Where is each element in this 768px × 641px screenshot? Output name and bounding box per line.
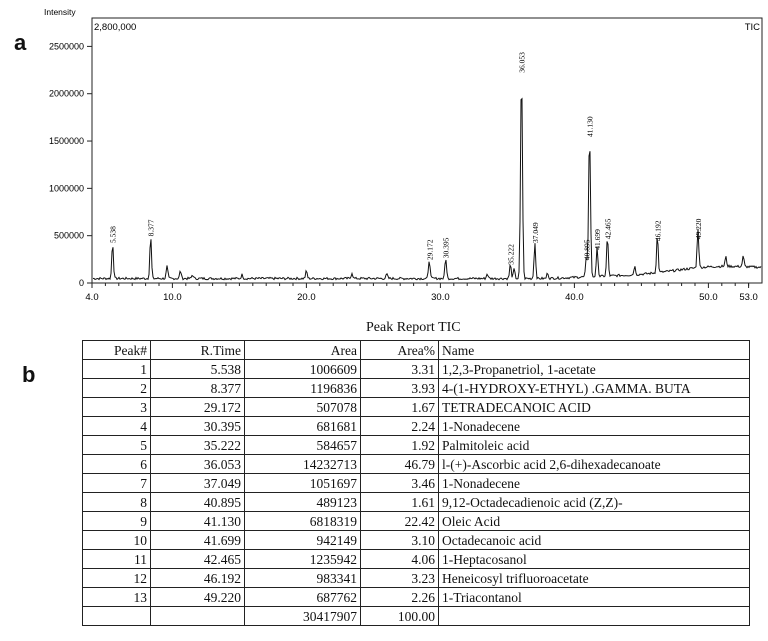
cell-name: Palmitoleic acid [439,436,750,455]
x-tick-label: 53.0 [739,292,758,303]
cell-area-pct: 46.79 [361,455,439,474]
header-peak: Peak# [83,341,151,360]
table-header-row [83,341,750,360]
cell-peak: 10 [83,531,151,550]
peak-label: 37.049 [530,222,540,243]
cell-area-pct: 3.93 [361,379,439,398]
cell-name: 1,2,3-Propanetriol, 1-acetate [439,360,750,379]
peak-report-table [82,340,750,626]
cell-rtime: 40.895 [151,493,245,512]
cell-area: 489123 [245,493,361,512]
cell-area: 584657 [245,436,361,455]
cell-area: 507078 [245,398,361,417]
peak-label: 36.053 [517,52,527,73]
y-axis-label: Intensity [44,7,76,17]
cell-name: 4-(1-HYDROXY-ETHYL) .GAMMA. BUTA [439,379,750,398]
cell-area: 1051697 [245,474,361,493]
cell-area: 1196836 [245,379,361,398]
cell-peak: 8 [83,493,151,512]
peak-label: 41.130 [585,116,595,137]
table-row [83,398,750,417]
cell-peak: 5 [83,436,151,455]
table-total-row [83,607,750,626]
cell-peak: 7 [83,474,151,493]
cell-name: 9,12-Octadecadienoic acid (Z,Z)- [439,493,750,512]
table-row [83,493,750,512]
x-tick-label: 30.0 [431,292,450,303]
table-row [83,512,750,531]
y-tick-label: 2000000 [48,88,84,99]
cell-area-pct: 1.61 [361,493,439,512]
cell-rtime: 8.377 [151,379,245,398]
y-max-label: 2,800,000 [94,22,137,33]
peak-label: 35.222 [506,244,516,265]
cell-area: 1235942 [245,550,361,569]
cell-rtime: 35.222 [151,436,245,455]
cell-area-pct: 1.67 [361,398,439,417]
y-tick-label: 2500000 [48,41,84,52]
cell-area-pct: 2.26 [361,588,439,607]
cell-area: 1006609 [245,360,361,379]
cell-rtime: 41.130 [151,512,245,531]
cell-area: 687762 [245,588,361,607]
cell-rtime: 5.538 [151,360,245,379]
table-row [83,436,750,455]
cell-name: 1-Nonadecene [439,417,750,436]
cell-area: 14232713 [245,455,361,474]
x-tick-label: 4.0 [85,292,99,303]
cell-peak: 11 [83,550,151,569]
cell-empty [83,607,151,626]
table-row [83,569,750,588]
cell-area-pct: 3.46 [361,474,439,493]
cell-rtime: 37.049 [151,474,245,493]
panel-label-b: b [22,362,36,387]
cell-peak: 9 [83,512,151,531]
table-row [83,474,750,493]
cell-peak: 6 [83,455,151,474]
cell-name: 1-Nonadecene [439,474,750,493]
cell-name: 1-Triacontanol [439,588,750,607]
cell-area-pct: 4.06 [361,550,439,569]
peak-label: 49.220 [693,218,703,240]
y-tick-label: 1000000 [48,183,84,194]
cell-peak: 12 [83,569,151,588]
x-tick-label: 40.0 [565,292,584,303]
peak-label: 46.192 [653,220,663,242]
peak-label: 42.465 [603,218,613,240]
cell-area: 6818319 [245,512,361,531]
cell-area: 983341 [245,569,361,588]
chart-labels [109,52,703,265]
report-title: Peak Report TIC [366,320,461,335]
x-tick-label: 10.0 [163,292,182,303]
peak-label: 5.538 [108,226,118,243]
cell-rtime: 49.220 [151,588,245,607]
table-row [83,379,750,398]
peak-label: 29.172 [425,239,435,261]
peak-label: 41.699 [593,229,603,250]
cell-name: Oleic Acid [439,512,750,531]
cell-peak: 4 [83,417,151,436]
peak-label: 40.895 [582,239,592,261]
cell-rtime: 41.699 [151,531,245,550]
panel-label-a: a [14,30,27,55]
y-tick-label: 500000 [53,230,84,241]
cell-area-pct: 3.10 [361,531,439,550]
peak-label: 8.377 [146,219,156,237]
cell-peak: 13 [83,588,151,607]
chromatogram-chart [0,0,768,320]
cell-area: 681681 [245,417,361,436]
cell-empty [151,607,245,626]
cell-name: TETRADECANOIC ACID [439,398,750,417]
cell-area-pct: 3.23 [361,569,439,588]
table-row [83,550,750,569]
cell-rtime: 36.053 [151,455,245,474]
cell-rtime: 30.395 [151,417,245,436]
cell-rtime: 46.192 [151,569,245,588]
table-row [83,360,750,379]
cell-empty [439,607,750,626]
cell-rtime: 29.172 [151,398,245,417]
cell-area-pct: 2.24 [361,417,439,436]
y-tick-label: 0 [78,278,84,288]
x-tick-label: 50.0 [699,292,718,303]
table-row [83,417,750,436]
cell-peak: 3 [83,398,151,417]
total-area-pct: 100.00 [361,607,439,626]
header-rtime: R.Time [151,341,245,360]
cell-peak: 2 [83,379,151,398]
cell-rtime: 42.465 [151,550,245,569]
y-tick-label: 1500000 [48,136,84,147]
header-area: Area [245,341,361,360]
header-area-pct: Area% [361,341,439,360]
total-area: 30417907 [245,607,361,626]
cell-area-pct: 3.31 [361,360,439,379]
table-row [83,531,750,550]
cell-name: Heneicosyl trifluoroacetate [439,569,750,588]
table-row [83,588,750,607]
x-tick-label: 20.0 [297,292,316,303]
cell-name: 1-Heptacosanol [439,550,750,569]
table-row [83,455,750,474]
cell-name: Octadecanoic acid [439,531,750,550]
trace-label: TIC [744,22,760,33]
cell-area-pct: 1.92 [361,436,439,455]
peak-label: 30.395 [441,237,451,259]
cell-area-pct: 22.42 [361,512,439,531]
header-name: Name [439,341,750,360]
cell-area: 942149 [245,531,361,550]
cell-peak: 1 [83,360,151,379]
cell-name: l-(+)-Ascorbic acid 2,6-dihexadecanoate [439,455,750,474]
